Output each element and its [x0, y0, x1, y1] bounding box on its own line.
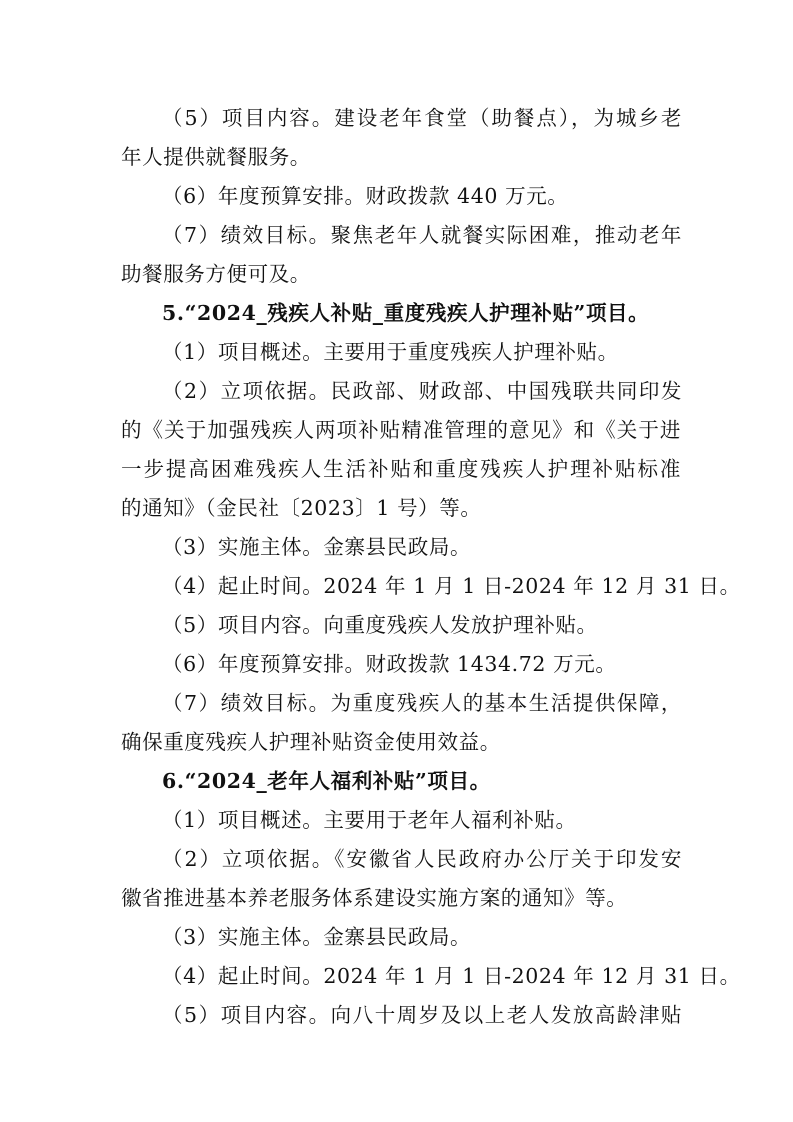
paragraph-line: 徽省推进基本养老服务体系建设实施方案的通知》等。 — [121, 886, 628, 910]
paragraph-line: （4）起止时间。2024 年 1 月 1 日-2024 年 12 月 31 日。 — [162, 574, 741, 598]
paragraph-line: （4）起止时间。2024 年 1 月 1 日-2024 年 12 月 31 日。 — [162, 964, 741, 988]
paragraph-line: 的《关于加强残疾人两项补贴精准管理的意见》和《关于进 — [121, 418, 681, 442]
paragraph-line: （3）实施主体。金寨县民政局。 — [162, 535, 472, 559]
paragraph-line: （6）年度预算安排。财政拨款 440 万元。 — [162, 184, 569, 208]
paragraph-line: （5）项目内容。向重度残疾人发放护理补贴。 — [162, 613, 598, 637]
paragraph-line: （7）绩效目标。聚焦老年人就餐实际困难，推动老年 — [162, 223, 682, 247]
paragraph-line: 的通知》（金民社〔2023〕1 号）等。 — [121, 496, 482, 520]
paragraph-line: （6）年度预算安排。财政拨款 1434.72 万元。 — [162, 652, 617, 676]
paragraph-line: （7）绩效目标。为重度残疾人的基本生活提供保障， — [162, 691, 682, 715]
paragraph-line: 一步提高困难残疾人生活补贴和重度残疾人护理补贴标准 — [121, 457, 681, 481]
section-heading: 5.“2024_残疾人补贴_重度残疾人护理补贴”项目。 — [162, 301, 650, 325]
paragraph-line: （5）项目内容。建设老年食堂（助餐点），为城乡老 — [162, 106, 682, 130]
paragraph-line: 助餐服务方便可及。 — [121, 262, 311, 286]
paragraph-line: （3）实施主体。金寨县民政局。 — [162, 925, 472, 949]
section-heading: 6.“2024_老年人福利补贴”项目。 — [162, 769, 491, 793]
paragraph-line: （1）项目概述。主要用于老年人福利补贴。 — [162, 808, 577, 832]
paragraph-line: （2）立项依据。民政部、财政部、中国残联共同印发 — [162, 379, 682, 403]
paragraph-line: （5）项目内容。向八十周岁及以上老人发放高龄津贴 — [162, 1003, 682, 1027]
paragraph-line: 确保重度残疾人护理补贴资金使用效益。 — [121, 730, 501, 754]
paragraph-line: （2）立项依据。《安徽省人民政府办公厅关于印发安 — [162, 847, 682, 871]
paragraph-line: 年人提供就餐服务。 — [121, 145, 311, 169]
paragraph-line: （1）项目概述。主要用于重度残疾人护理补贴。 — [162, 340, 619, 364]
